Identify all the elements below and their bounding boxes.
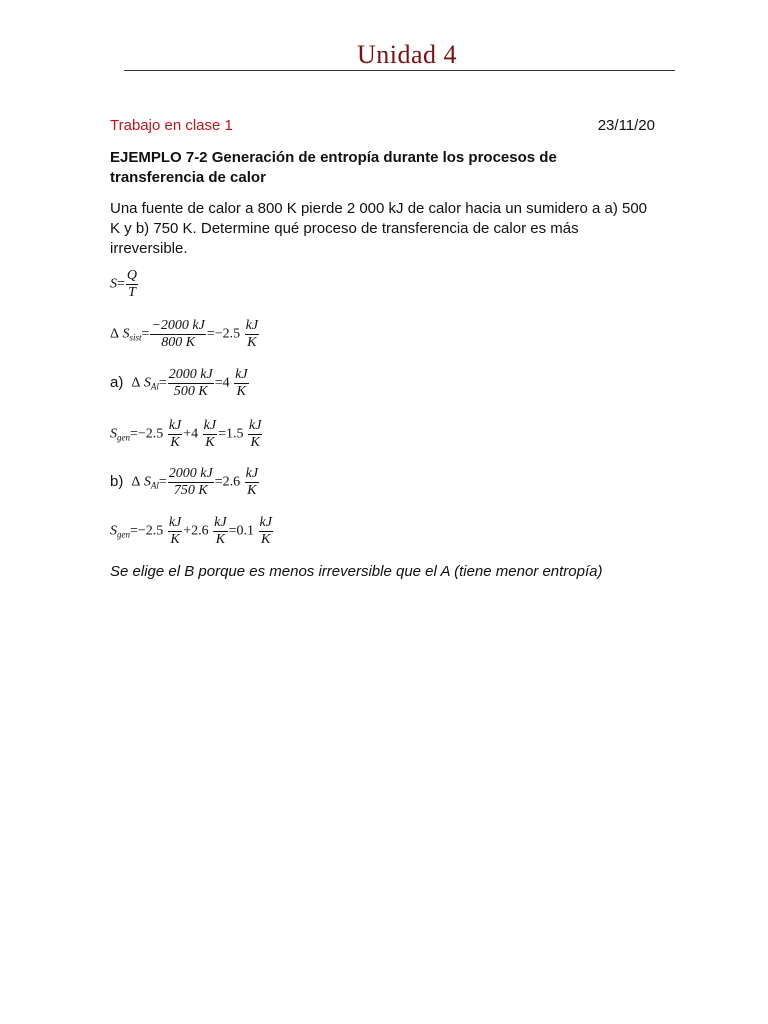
case-label-a: a) (110, 373, 124, 391)
date-label: 23/11/20 (597, 117, 655, 134)
equation-s-gen-a: $S_{gen}=-2.5$ $\frac{kJ}{K}$ +4 $\frac{kJ}{K}$ =1.5 $\frac{kJ}{K}$ (110, 418, 262, 450)
case-label-b: b) (110, 472, 124, 490)
equation-delta-s-system: Δ $S_{sist}=$ $\frac{-2000 kJ}{800 K}$ =−2.5 $\frac{kJ}{K}$ (110, 318, 259, 350)
equation-delta-s-a: a) Δ $S_{Al}=$ $\frac{2000 kJ}{500 K}$ =4 $\frac{kJ}{K}$ (110, 367, 248, 399)
problem-statement: Una fuente de calor a 800 K pierde 2 000 kJ de calor hacia un sumidero a a) 500 K y b) 750 K. Determine qué proceso de transferencia de calor es más irreversible. (110, 200, 648, 257)
conclusion-text: Se elige el B porque es menos irreversible que el A (tiene menor entropía) (110, 563, 603, 580)
equation-delta-s-b: b) Δ $S_{Al}=$ $\frac{2000 kJ}{750 K}$ =2.6 $\frac{kJ}{K}$ (110, 466, 259, 498)
example-heading: EJEMPLO 7-2 Generación de entropía durante los procesos de transferencia de calor (110, 149, 557, 186)
equation-s-gen-b: $S_{gen}=-2.5$ $\frac{kJ}{K}$ +2.6 $\frac{kJ}{K}$ =0.1 $\frac{kJ}{K}$ (110, 515, 272, 547)
title-underline (124, 70, 675, 71)
equation-entropy-definition: S= $\frac{Q}{T}$ (110, 268, 138, 300)
unit-title: Unidad 4 (356, 40, 458, 69)
fraction: $\frac{Q}{T}$ (126, 268, 138, 300)
work-label: Trabajo en clase 1 (110, 117, 233, 134)
